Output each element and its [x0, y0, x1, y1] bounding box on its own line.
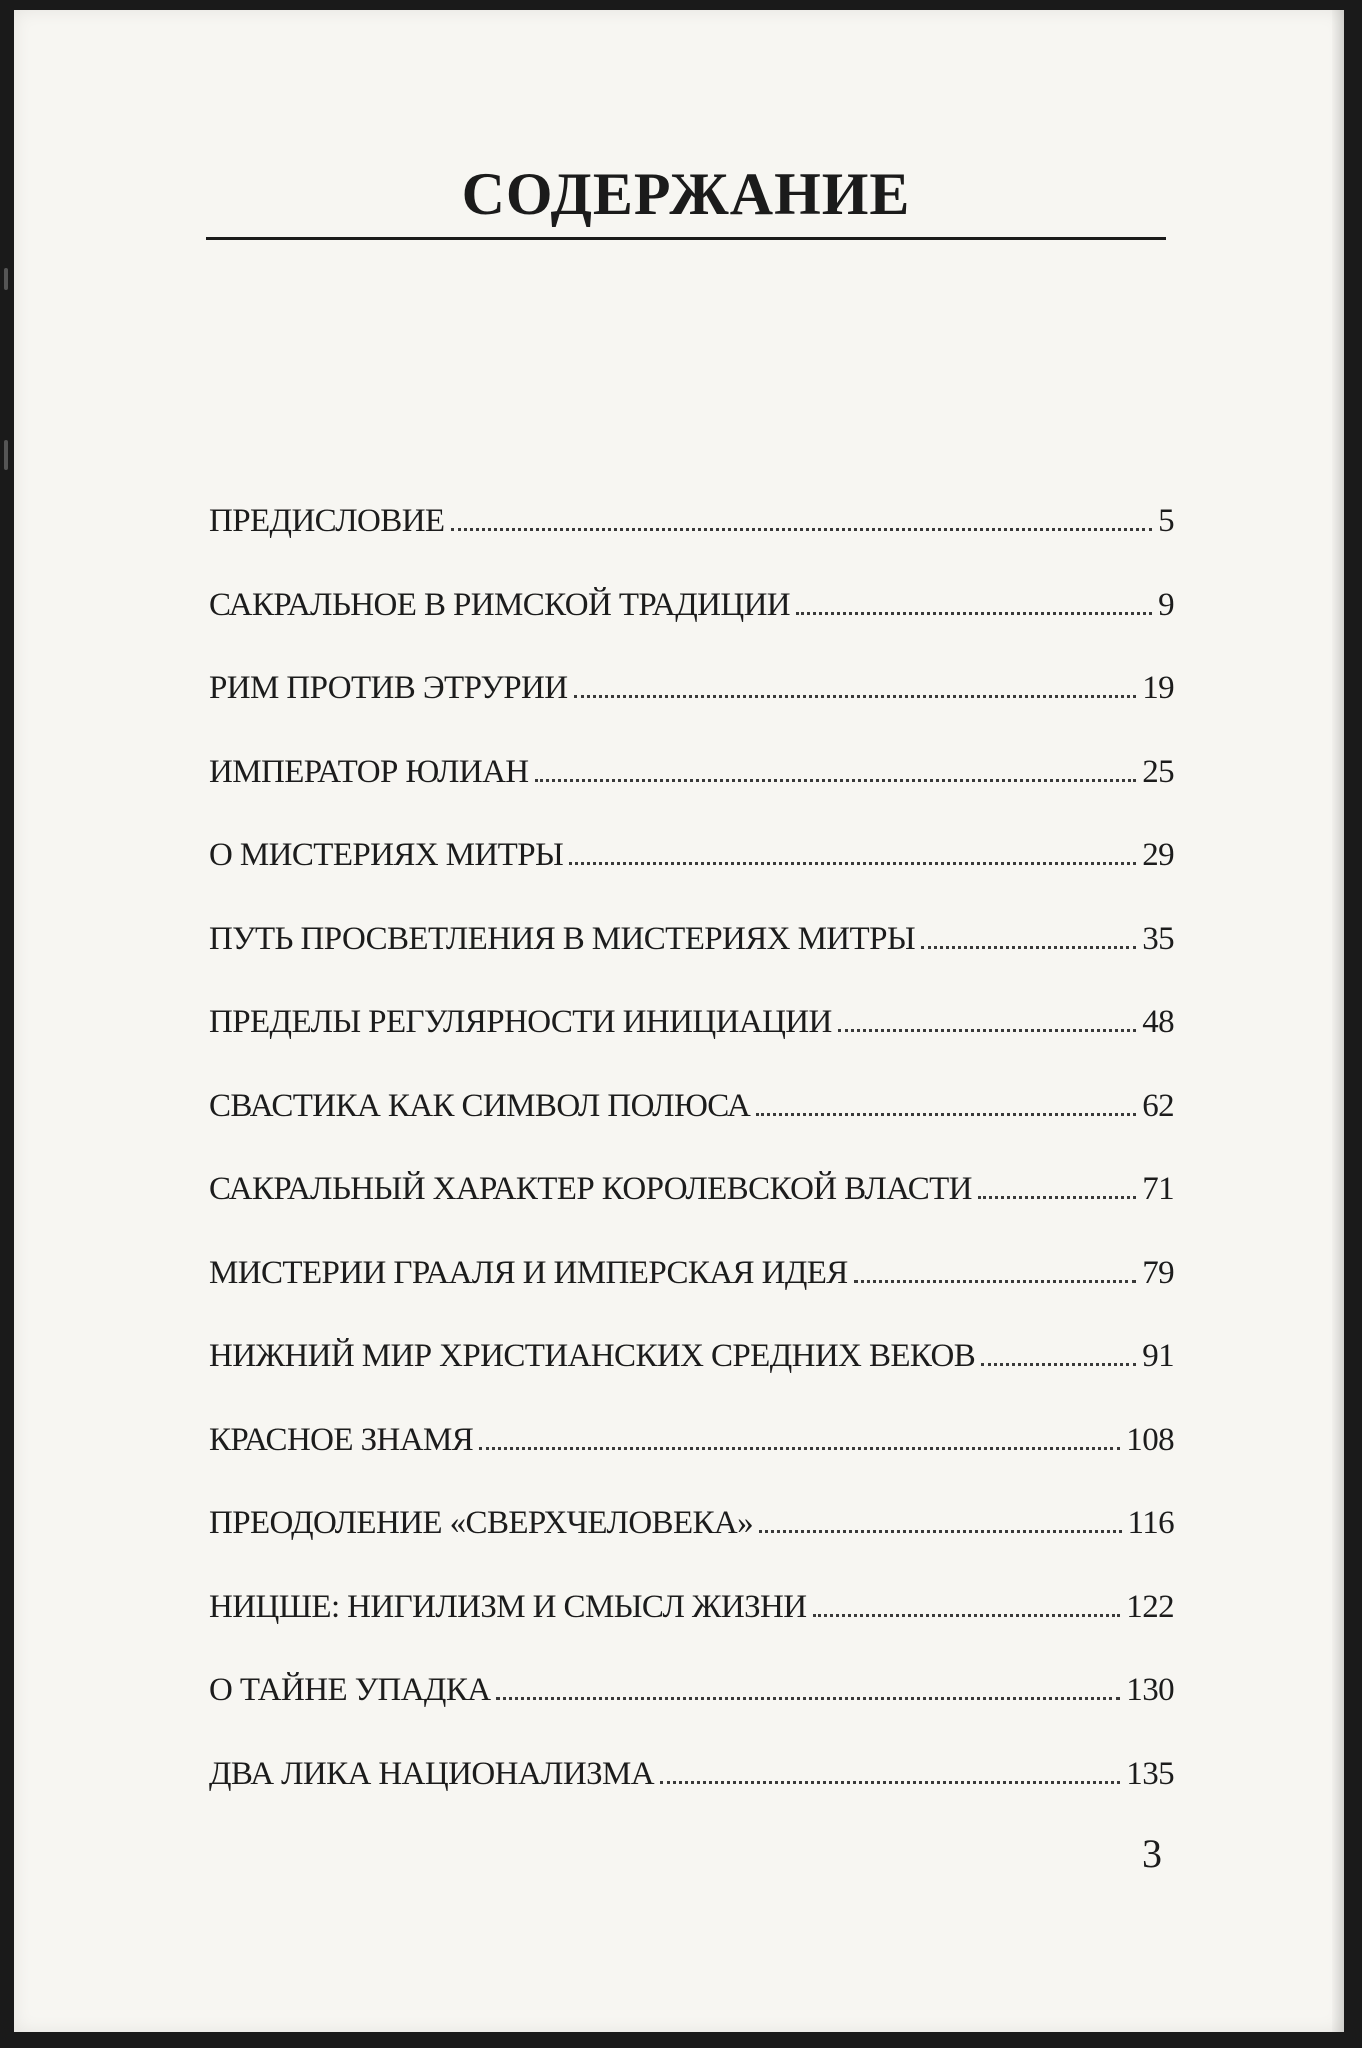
toc-dot-leader — [813, 1614, 1121, 1617]
page-number: 3 — [1142, 1831, 1162, 1876]
toc-dot-leader — [451, 528, 1153, 531]
toc-entry — [209, 574, 1174, 624]
toc-entry-title: НИЖНИЙ МИР ХРИСТИАНСКИХ СРЕДНИХ ВЕКОВ — [209, 1338, 976, 1374]
toc-entry-title: ПРЕОДОЛЕНИЕ «СВЕРХЧЕЛОВЕКА» — [209, 1505, 754, 1541]
toc-entry-title: САКРАЛЬНЫЙ ХАРАКТЕР КОРОЛЕВСКОЙ ВЛАСТИ — [209, 1171, 972, 1207]
toc-entry — [209, 1409, 1174, 1459]
toc-entry-page: 108 — [1126, 1421, 1174, 1458]
toc-entry-title: ИМПЕРАТОР ЮЛИАН — [209, 753, 529, 790]
toc-entry — [209, 741, 1174, 791]
page-edge — [1332, 10, 1344, 2032]
toc-dot-leader — [978, 1196, 1136, 1199]
toc-entry — [209, 1075, 1174, 1125]
toc-entry-title: ДВА ЛИКА НАЦИОНАЛИЗМА — [209, 1755, 654, 1792]
toc-entry-title: СВАСТИКА КАК СИМВОЛ ПОЛЮСА — [209, 1087, 751, 1124]
toc-entry-page: 48 — [1142, 1004, 1174, 1040]
toc-entry-page: 116 — [1127, 1505, 1174, 1541]
binding-mark — [4, 440, 8, 470]
toc-dot-leader — [838, 1029, 1136, 1032]
toc-entry-page: 25 — [1142, 753, 1174, 790]
toc-dot-leader — [574, 695, 1137, 698]
toc-entry-page: 9 — [1158, 586, 1174, 623]
toc-dot-leader — [756, 1113, 1136, 1116]
toc-entry — [209, 1743, 1174, 1793]
toc-entry-title: САКРАЛЬНОЕ В РИМСКОЙ ТРАДИЦИИ — [209, 586, 791, 623]
toc-entry-title: О МИСТЕРИЯХ МИТРЫ — [209, 837, 564, 873]
toc-entry — [209, 824, 1174, 874]
toc-dot-leader — [921, 946, 1136, 949]
toc-entry — [209, 1325, 1174, 1375]
toc-entry — [209, 1158, 1174, 1208]
toc-entry-title: О ТАЙНЕ УПАДКА — [209, 1672, 491, 1708]
toc-dot-leader — [496, 1697, 1120, 1700]
toc-entry-title: ПРЕДЕЛЫ РЕГУЛЯРНОСТИ ИНИЦИАЦИИ — [209, 1004, 832, 1040]
toc-entry-page: 122 — [1126, 1588, 1174, 1625]
toc-entry-title: РИМ ПРОТИВ ЭТРУРИИ — [209, 670, 568, 706]
toc-entry — [209, 657, 1174, 707]
toc-entry-page: 5 — [1158, 503, 1174, 539]
toc-dot-leader — [981, 1363, 1136, 1366]
toc-entry — [209, 1492, 1174, 1542]
toc-dot-leader — [759, 1530, 1121, 1533]
toc-entry-title: НИЦШЕ: НИГИЛИЗМ И СМЫСЛ ЖИЗНИ — [209, 1588, 807, 1625]
toc-dot-leader — [535, 779, 1137, 782]
toc-entry-page: 135 — [1126, 1755, 1174, 1792]
book-page — [14, 10, 1344, 2032]
toc-entry-page: 91 — [1142, 1338, 1174, 1374]
toc-entry — [209, 1659, 1174, 1709]
toc-entry — [209, 991, 1174, 1041]
toc-entry — [209, 1576, 1174, 1626]
toc-entry — [209, 1242, 1174, 1292]
toc-entry-title: ПУТЬ ПРОСВЕТЛЕНИЯ В МИСТЕРИЯХ МИТРЫ — [209, 920, 916, 957]
toc-entry-page: 62 — [1142, 1087, 1174, 1124]
toc-dot-leader — [854, 1280, 1136, 1283]
toc-entry-page: 79 — [1142, 1254, 1174, 1291]
binding-mark — [4, 268, 8, 290]
contents-heading: СОДЕРЖАНИЕ — [461, 161, 911, 227]
toc-entry-page: 19 — [1142, 670, 1174, 706]
toc-entry-page: 130 — [1126, 1672, 1174, 1708]
toc-dot-leader — [660, 1781, 1120, 1784]
toc-entry-title: ПРЕДИСЛОВИЕ — [209, 503, 445, 539]
toc-entry — [209, 908, 1174, 958]
toc-entry-title: КРАСНОЕ ЗНАМЯ — [209, 1421, 474, 1458]
toc-dot-leader — [796, 612, 1152, 615]
heading-rule — [206, 237, 1166, 240]
toc-entry-title: МИСТЕРИИ ГРААЛЯ И ИМПЕРСКАЯ ИДЕЯ — [209, 1254, 848, 1291]
toc-dot-leader — [569, 862, 1136, 865]
toc-entry — [209, 490, 1174, 540]
toc-dot-leader — [479, 1447, 1120, 1450]
toc-entry-page: 29 — [1142, 837, 1174, 873]
toc-entry-page: 71 — [1142, 1171, 1174, 1207]
toc-entry-page: 35 — [1142, 920, 1174, 957]
